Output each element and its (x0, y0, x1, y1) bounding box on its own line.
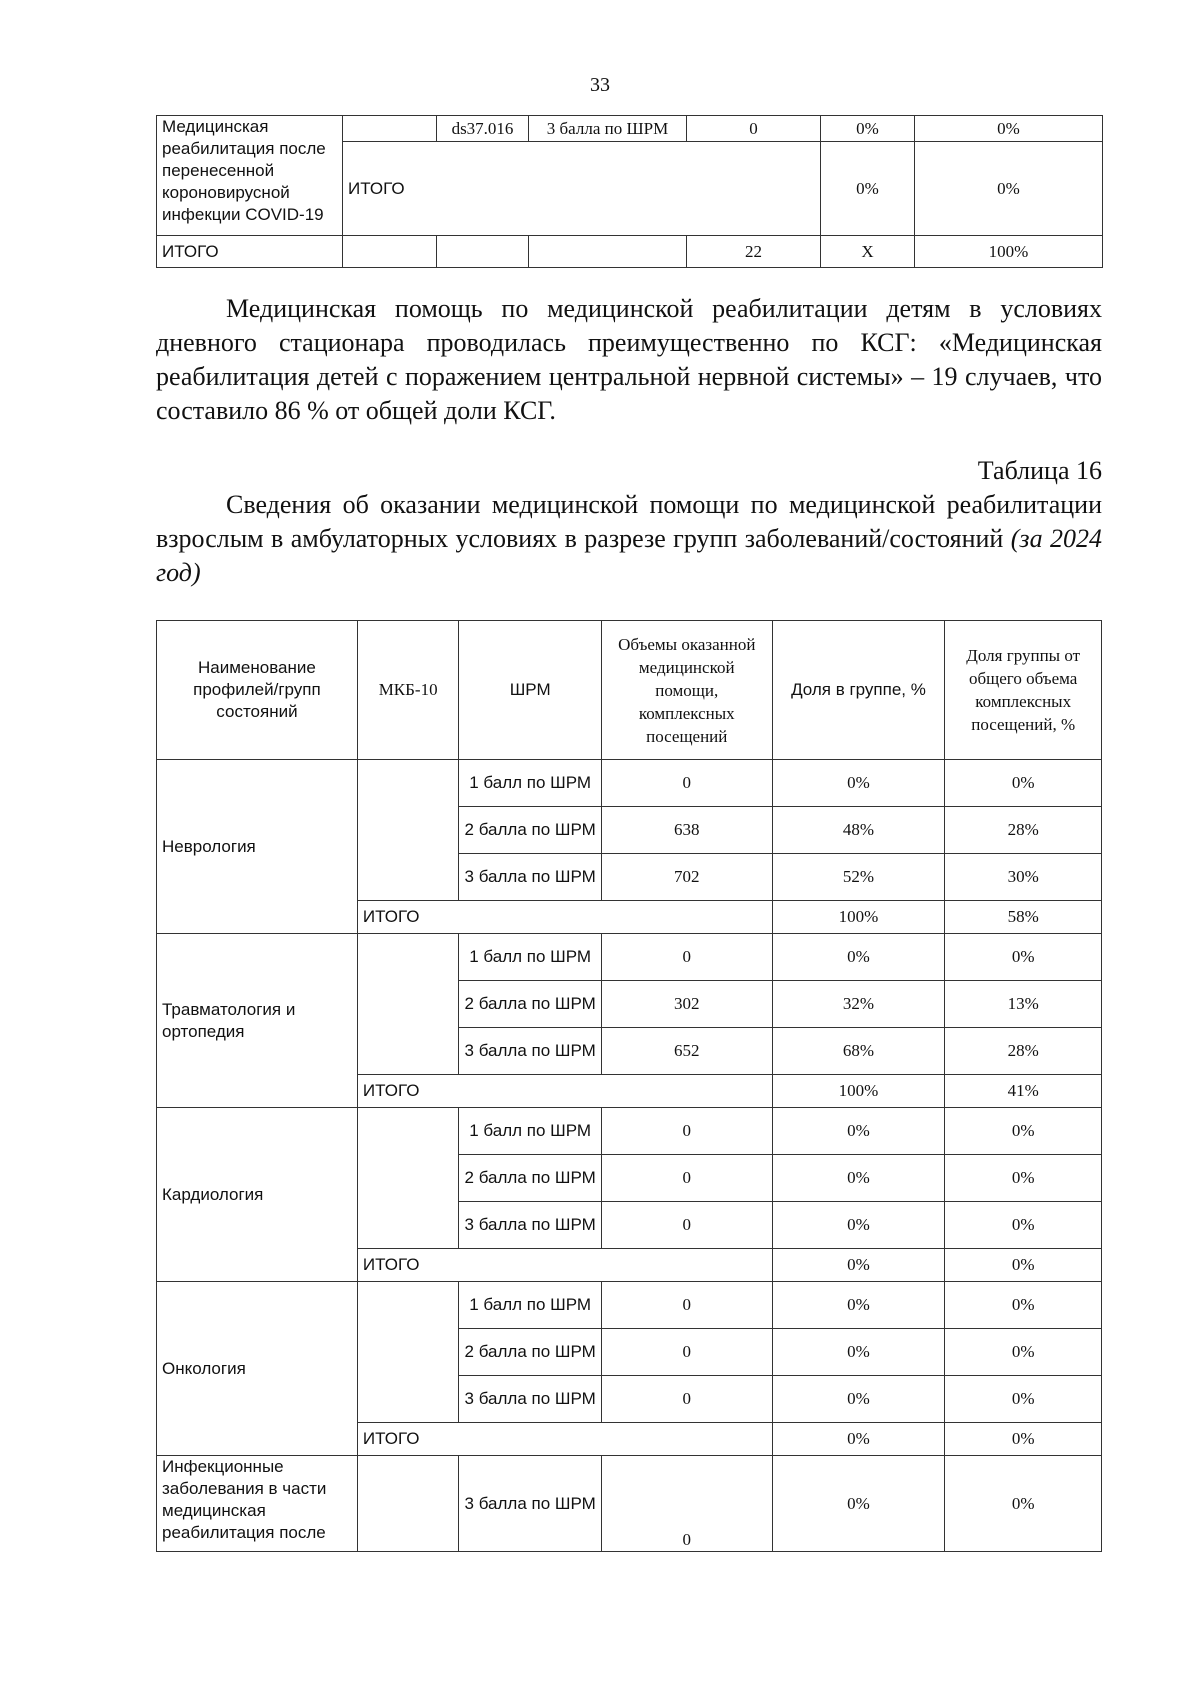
share-group-cell: 0% (821, 116, 915, 142)
table-row (157, 760, 1102, 807)
continued-table (156, 115, 1103, 268)
header-row (157, 621, 1102, 760)
infection-group-name: Инфекционные заболевания в части медицинская реабилитация после (157, 1456, 358, 1552)
count-cell: 0 (601, 1108, 772, 1155)
group-total-share-group: 100% (772, 1075, 945, 1108)
group-total-label: ИТОГО (357, 1423, 772, 1456)
group-total-share-total: 58% (945, 901, 1102, 934)
code-cell: ds37.016 (437, 116, 529, 142)
grand-total-label: ИТОГО (157, 236, 343, 268)
share-total-cell: 28% (945, 807, 1102, 854)
group-name: Неврология (157, 760, 358, 934)
count-cell: 302 (601, 981, 772, 1028)
shrm-cell: 3 балла по ШРМ (459, 1456, 602, 1552)
share-group-cell: 0% (772, 1202, 945, 1249)
group-total-share-total: 41% (945, 1075, 1102, 1108)
share-group-cell: 0% (772, 1108, 945, 1155)
mkb-cell (343, 116, 437, 142)
mkb-cell (357, 760, 459, 901)
share-total-cell: 0% (945, 1202, 1102, 1249)
count-cell: 0 (601, 1282, 772, 1329)
shrm-cell: 3 балла по ШРМ (459, 1376, 602, 1423)
share-total-cell: 0% (945, 1155, 1102, 1202)
count-cell: 638 (601, 807, 772, 854)
group-name: Онкология (157, 1282, 358, 1456)
group-total-label: ИТОГО (357, 1249, 772, 1282)
group-name: Травматология и ортопедия (157, 934, 358, 1108)
shrm-cell: 1 балл по ШРМ (459, 1282, 602, 1329)
group-total-label: ИТОГО (357, 1075, 772, 1108)
share-group-cell: 0% (772, 1376, 945, 1423)
covid-subtotal-share-total: 0% (915, 142, 1103, 236)
table-label: Таблица 16 (977, 456, 1102, 485)
group-total-label: ИТОГО (357, 901, 772, 934)
caption-main: Сведения об оказании медицинской помощи по медицинской реабилитации взрослым в амбулаторных условиях в разрезе групп заболеваний/состояний (156, 490, 1102, 553)
share-group-cell: 0% (772, 1329, 945, 1376)
shrm-cell: 2 балла по ШРМ (459, 1329, 602, 1376)
table-row (157, 934, 1102, 981)
header-share-group: Доля в группе, % (772, 621, 945, 760)
table-caption (156, 488, 1102, 590)
share-total-cell: 13% (945, 981, 1102, 1028)
shrm-cell: 2 балла по ШРМ (459, 807, 602, 854)
shrm-cell: 1 балл по ШРМ (459, 934, 602, 981)
share-total-cell: 0% (945, 1282, 1102, 1329)
shrm-cell: 3 балла по ШРМ (459, 854, 602, 901)
share-group-cell: 32% (772, 981, 945, 1028)
grand-total-share-group: Х (821, 236, 915, 268)
mkb-cell (357, 1456, 459, 1552)
share-total-cell: 0% (945, 760, 1102, 807)
covid-subtotal-share-group: 0% (821, 142, 915, 236)
header-shrm: ШРМ (459, 621, 602, 760)
share-total-cell: 30% (945, 854, 1102, 901)
shrm-cell: 3 балла по ШРМ (459, 1028, 602, 1075)
share-total-cell: 28% (945, 1028, 1102, 1075)
count-cell: 0 (601, 1155, 772, 1202)
empty-cell (529, 236, 687, 268)
shrm-cell: 1 балл по ШРМ (459, 760, 602, 807)
rehab-adults-table (156, 620, 1102, 1552)
share-group-cell: 0% (772, 1282, 945, 1329)
empty-cell (343, 236, 437, 268)
share-total-cell: 0% (945, 1456, 1102, 1552)
count-cell: 0 (601, 760, 772, 807)
mkb-cell (357, 1108, 459, 1249)
count-cell: 0 (601, 1456, 772, 1552)
caption-year: (за 2024 год) (156, 524, 1102, 587)
count-cell: 0 (601, 1376, 772, 1423)
table-row (157, 1108, 1102, 1155)
share-total-cell: 0% (945, 934, 1102, 981)
count-cell: 0 (601, 1202, 772, 1249)
share-group-cell: 52% (772, 854, 945, 901)
group-total-share-total: 0% (945, 1249, 1102, 1282)
mkb-cell (357, 1282, 459, 1423)
share-group-cell: 0% (772, 1155, 945, 1202)
group-total-share-total: 0% (945, 1423, 1102, 1456)
group-total-share-group: 0% (772, 1249, 945, 1282)
shrm-cell: 2 балла по ШРМ (459, 1155, 602, 1202)
mkb-cell (357, 934, 459, 1075)
shrm-cell: 2 балла по ШРМ (459, 981, 602, 1028)
count-cell: 652 (601, 1028, 772, 1075)
paragraph-children-rehab: Медицинская помощь по медицинской реабилитации детям в условиях дневного стационара проводилась преимущественно по КСГ: «Медицинская реабилитация детей с поражением центральной нервной системы» – 19 случаев, что составило 86 % от общей доли КСГ. (156, 294, 1102, 425)
header-profile: Наименование профилей/групп состояний (157, 621, 358, 760)
covid-group-name: Медицинская реабилитация после перенесенной короновирусной инфекции COVID-19 (157, 116, 343, 236)
share-total-cell: 0% (945, 1108, 1102, 1155)
share-group-cell: 48% (772, 807, 945, 854)
header-mkb: МКБ-10 (357, 621, 459, 760)
header-share-total: Доля группы от общего объема комплексных посещений, % (945, 621, 1102, 760)
group-total-share-group: 0% (772, 1423, 945, 1456)
share-group-cell: 0% (772, 1456, 945, 1552)
share-group-cell: 68% (772, 1028, 945, 1075)
count-cell: 0 (601, 1329, 772, 1376)
share-total-cell: 0% (915, 116, 1103, 142)
header-volume: Объемы оказанной медицинской помощи, комплексных посещений (601, 621, 772, 760)
count-cell: 702 (601, 854, 772, 901)
share-group-cell: 0% (772, 934, 945, 981)
count-cell: 0 (601, 934, 772, 981)
shrm-cell: 3 балла по ШРМ (529, 116, 687, 142)
share-group-cell: 0% (772, 760, 945, 807)
shrm-cell: 1 балл по ШРМ (459, 1108, 602, 1155)
group-total-share-group: 100% (772, 901, 945, 934)
infection-row (157, 1456, 1102, 1552)
page-number: 33 (590, 74, 610, 96)
table-row (157, 1282, 1102, 1329)
group-name: Кардиология (157, 1108, 358, 1282)
empty-cell (437, 236, 529, 268)
grand-total-share-total: 100% (915, 236, 1103, 268)
shrm-cell: 3 балла по ШРМ (459, 1202, 602, 1249)
covid-subtotal-label: ИТОГО (343, 142, 821, 236)
share-total-cell: 0% (945, 1329, 1102, 1376)
grand-total-count: 22 (687, 236, 821, 268)
share-total-cell: 0% (945, 1376, 1102, 1423)
count-cell: 0 (687, 116, 821, 142)
